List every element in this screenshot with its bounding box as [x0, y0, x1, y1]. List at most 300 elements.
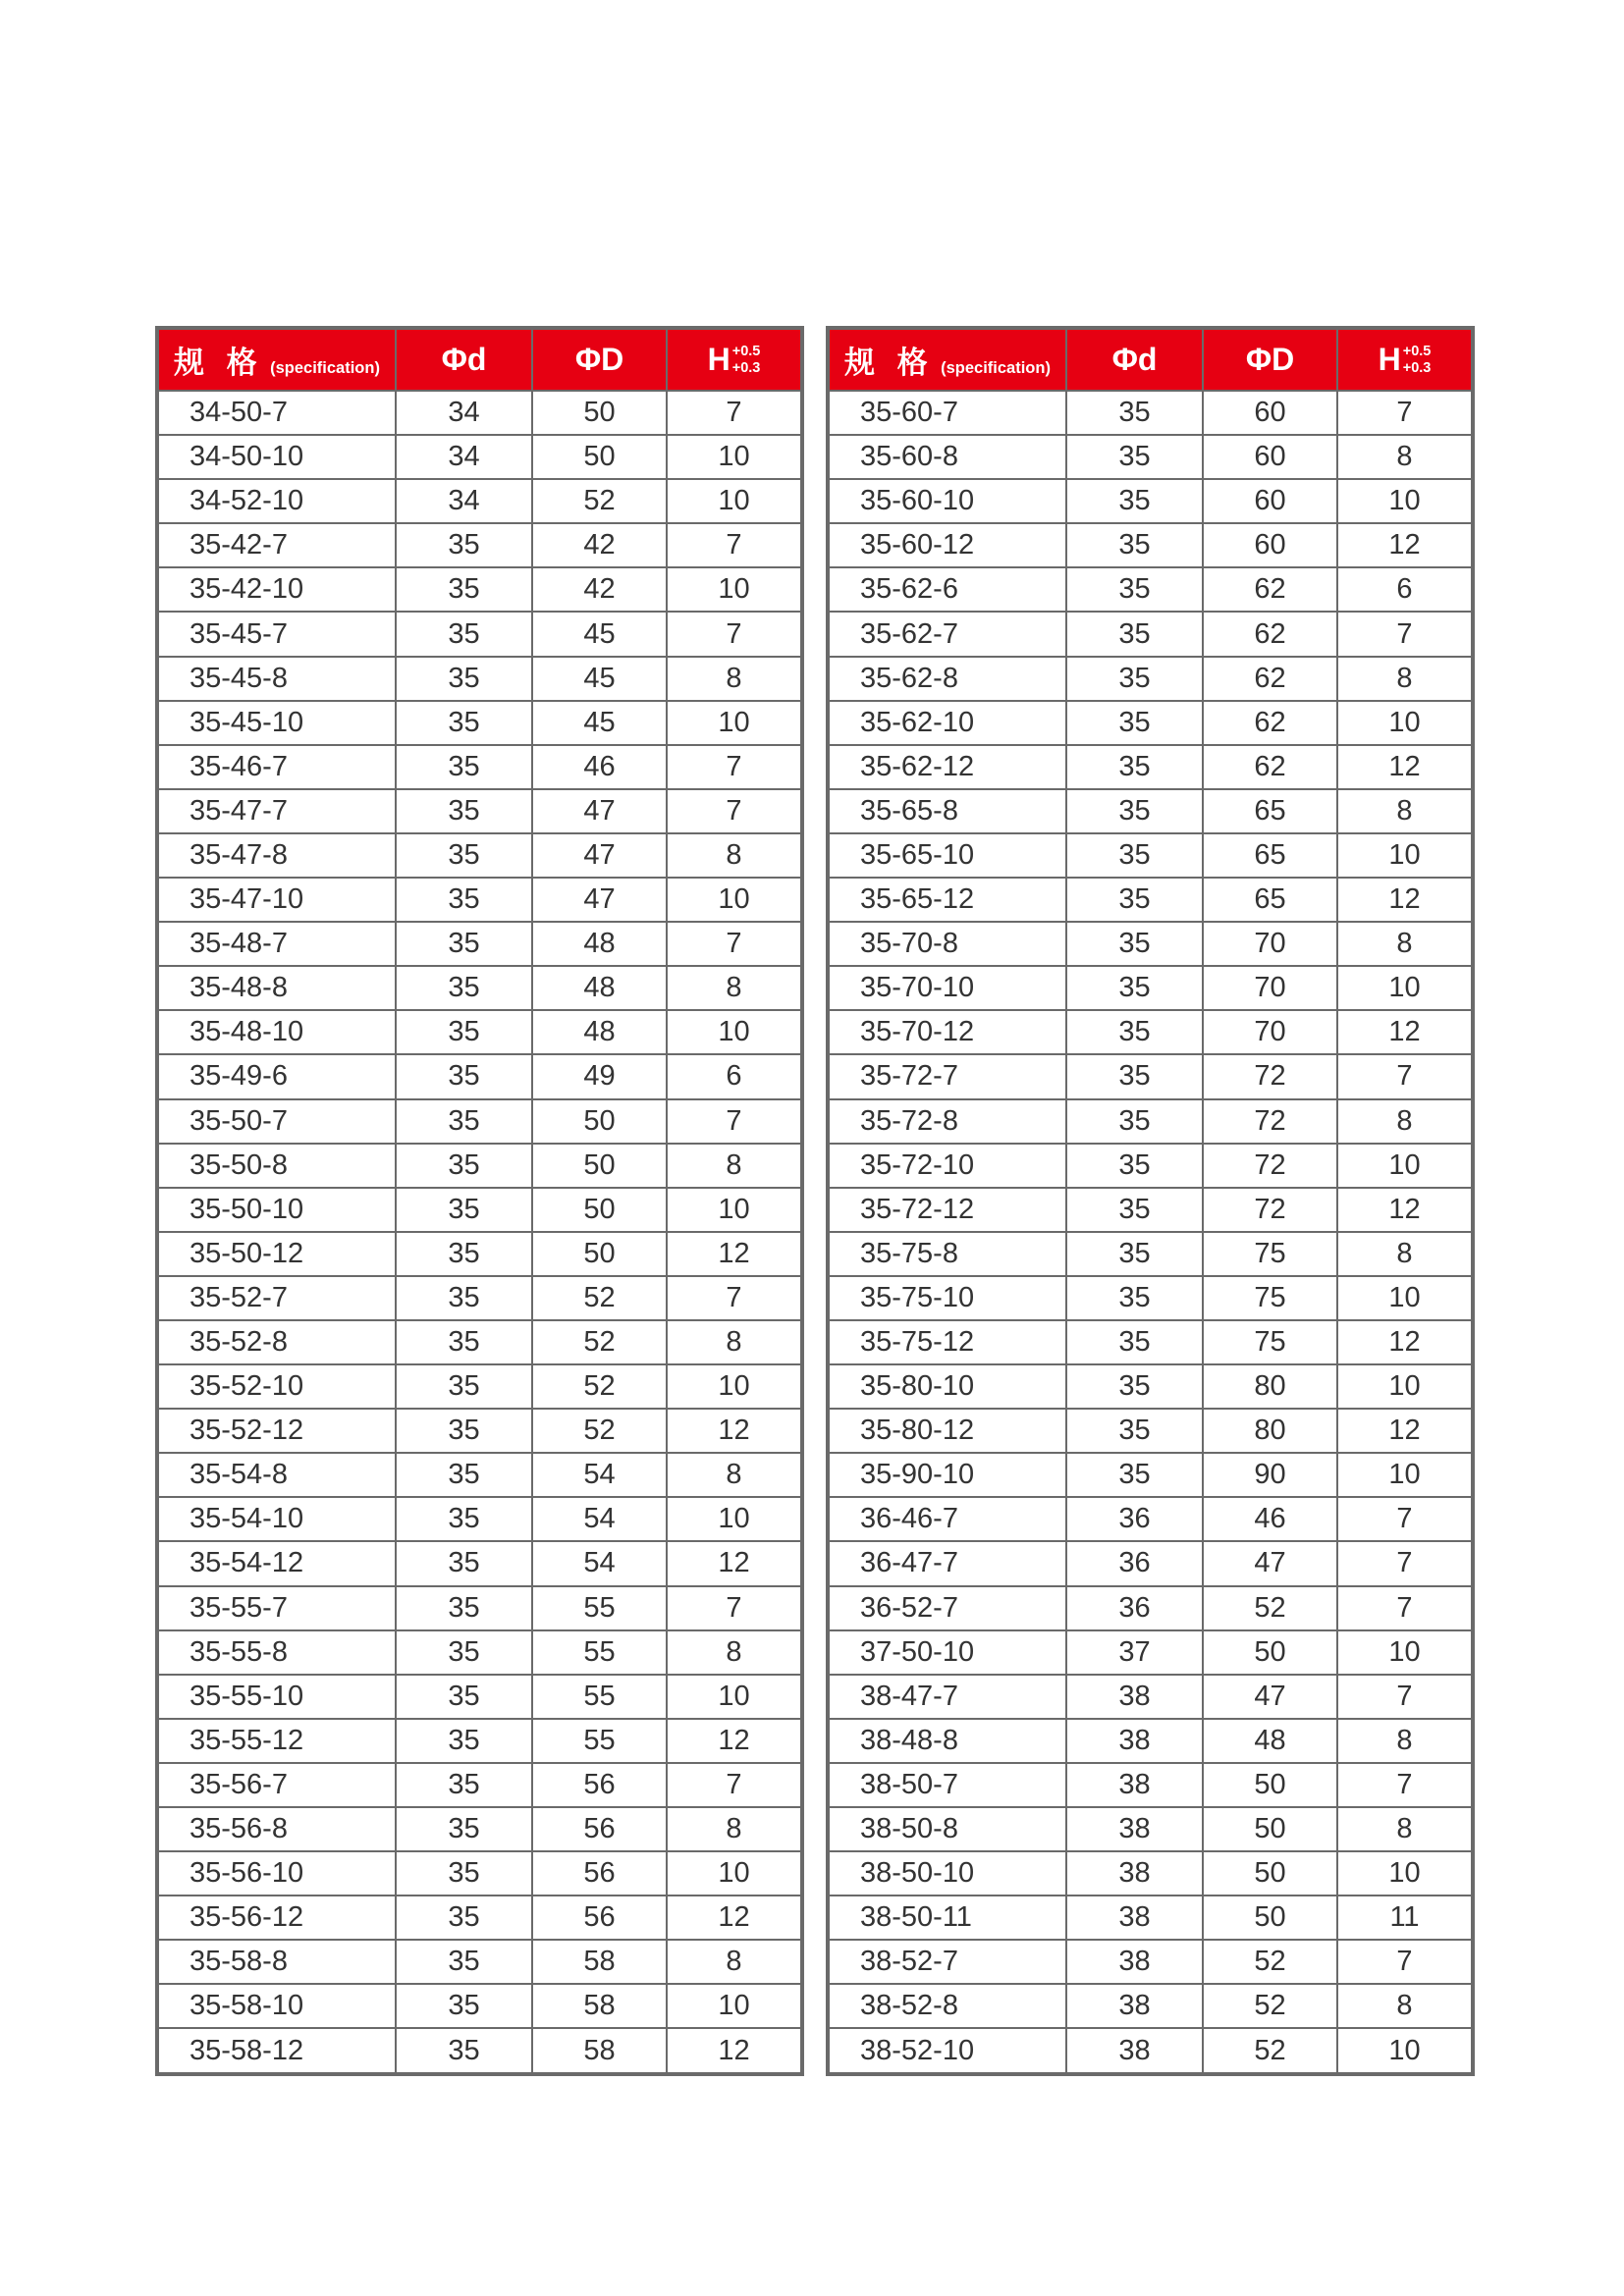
value-cell: 50: [532, 1144, 667, 1188]
value-cell: 10: [667, 1010, 802, 1054]
value-cell: 62: [1203, 701, 1337, 745]
value-cell: 12: [667, 1896, 802, 1940]
value-cell: 46: [1203, 1497, 1337, 1541]
value-cell: 10: [1337, 1851, 1473, 1896]
value-cell: 10: [667, 1984, 802, 2028]
value-cell: 10: [1337, 1144, 1473, 1188]
value-cell: 70: [1203, 966, 1337, 1010]
table-row: [157, 435, 802, 479]
value-cell: 7: [667, 612, 802, 656]
spec-cell: 35-50-7: [157, 1099, 396, 1144]
table-row: [828, 1453, 1473, 1497]
value-cell: 35: [396, 1896, 532, 1940]
spec-cell: 35-62-8: [828, 657, 1066, 701]
spec-cell: 38-48-8: [828, 1719, 1066, 1763]
table-row: [157, 1453, 802, 1497]
spec-cell: 35-50-8: [157, 1144, 396, 1188]
spec-cell: 35-90-10: [828, 1453, 1066, 1497]
value-cell: 35: [396, 2028, 532, 2073]
table-header: [157, 328, 802, 391]
table-row: [828, 1364, 1473, 1409]
table-row: [828, 789, 1473, 833]
table-row: [157, 1099, 802, 1144]
value-cell: 54: [532, 1453, 667, 1497]
value-cell: 35: [1066, 1320, 1203, 1364]
value-cell: 35: [1066, 1364, 1203, 1409]
table-row: [828, 1896, 1473, 1940]
h-tolerance-label: H +0.5 +0.3: [707, 342, 761, 377]
spec-cell: 35-75-8: [828, 1232, 1066, 1276]
spec-cell: 37-50-10: [828, 1630, 1066, 1675]
value-cell: 35: [396, 1940, 532, 1984]
value-cell: 52: [532, 479, 667, 523]
value-cell: 8: [1337, 657, 1473, 701]
value-cell: 35: [396, 789, 532, 833]
spec-cell: 35-50-10: [157, 1188, 396, 1232]
table-row: [157, 1409, 802, 1453]
value-cell: 38: [1066, 1719, 1203, 1763]
spec-cell: 35-55-7: [157, 1586, 396, 1630]
spec-cell: 38-50-11: [828, 1896, 1066, 1940]
spec-cell: 35-62-6: [828, 567, 1066, 612]
value-cell: 10: [1337, 701, 1473, 745]
value-cell: 10: [667, 1851, 802, 1896]
table-row: [828, 1010, 1473, 1054]
value-cell: 35: [1066, 922, 1203, 966]
table-row: [157, 1320, 802, 1364]
value-cell: 46: [532, 745, 667, 789]
spec-cell: 35-62-12: [828, 745, 1066, 789]
value-cell: 7: [1337, 1586, 1473, 1630]
value-cell: 38: [1066, 2028, 1203, 2073]
spec-cell: 34-52-10: [157, 479, 396, 523]
value-cell: 47: [532, 833, 667, 878]
value-cell: 7: [667, 1276, 802, 1320]
value-cell: 56: [532, 1896, 667, 1940]
value-cell: 45: [532, 701, 667, 745]
value-cell: 8: [667, 1144, 802, 1188]
table-row: [828, 1497, 1473, 1541]
table-row: [157, 922, 802, 966]
value-cell: 48: [532, 1010, 667, 1054]
column-header-phi-d: Φd: [1066, 328, 1203, 391]
spec-cell: 35-75-12: [828, 1320, 1066, 1364]
value-cell: 34: [396, 479, 532, 523]
value-cell: 36: [1066, 1586, 1203, 1630]
h-tolerance-values: +0.5 +0.3: [1402, 343, 1432, 376]
spec-cn-label: 规 格: [844, 346, 935, 380]
value-cell: 35: [396, 1453, 532, 1497]
value-cell: 52: [532, 1364, 667, 1409]
value-cell: 10: [667, 479, 802, 523]
table-row: [828, 567, 1473, 612]
table-row: [157, 479, 802, 523]
value-cell: 7: [1337, 612, 1473, 656]
spec-cell: 38-50-7: [828, 1763, 1066, 1807]
spec-cell: 34-50-10: [157, 435, 396, 479]
table-row: [828, 1232, 1473, 1276]
value-cell: 35: [1066, 1276, 1203, 1320]
value-cell: 7: [667, 1099, 802, 1144]
value-cell: 35: [396, 878, 532, 922]
value-cell: 35: [1066, 1188, 1203, 1232]
value-cell: 38: [1066, 1763, 1203, 1807]
value-cell: 8: [1337, 1719, 1473, 1763]
value-cell: 54: [532, 1541, 667, 1585]
value-cell: 47: [1203, 1541, 1337, 1585]
value-cell: 7: [1337, 1763, 1473, 1807]
value-cell: 10: [1337, 1364, 1473, 1409]
value-cell: 8: [667, 833, 802, 878]
spec-cell: 35-55-8: [157, 1630, 396, 1675]
table-row: [157, 567, 802, 612]
value-cell: 52: [1203, 1586, 1337, 1630]
value-cell: 10: [667, 701, 802, 745]
spec-cell: 35-60-7: [828, 391, 1066, 435]
value-cell: 35: [396, 612, 532, 656]
spec-cell: 38-52-10: [828, 2028, 1066, 2073]
value-cell: 56: [532, 1851, 667, 1896]
value-cell: 12: [667, 1232, 802, 1276]
value-cell: 35: [1066, 745, 1203, 789]
table-row: [157, 966, 802, 1010]
value-cell: 7: [667, 745, 802, 789]
spec-cell: 38-47-7: [828, 1675, 1066, 1719]
table-row: [157, 1276, 802, 1320]
value-cell: 52: [532, 1276, 667, 1320]
table-row: [828, 612, 1473, 656]
value-cell: 35: [1066, 567, 1203, 612]
spec-cell: 35-48-7: [157, 922, 396, 966]
spec-cell: 38-50-10: [828, 1851, 1066, 1896]
value-cell: 35: [1066, 966, 1203, 1010]
table-row: [157, 1851, 802, 1896]
spec-cell: 38-52-8: [828, 1984, 1066, 2028]
value-cell: 52: [532, 1409, 667, 1453]
value-cell: 8: [1337, 1099, 1473, 1144]
spec-cell: 35-58-10: [157, 1984, 396, 2028]
spec-cell: 35-60-8: [828, 435, 1066, 479]
value-cell: 12: [1337, 1188, 1473, 1232]
value-cell: 50: [1203, 1896, 1337, 1940]
value-cell: 38: [1066, 1851, 1203, 1896]
table-row: [157, 1586, 802, 1630]
value-cell: 70: [1203, 1010, 1337, 1054]
value-cell: 7: [1337, 1054, 1473, 1098]
value-cell: 35: [396, 1675, 532, 1719]
spec-cell: 35-60-10: [828, 479, 1066, 523]
value-cell: 12: [1337, 523, 1473, 567]
table-row: [157, 612, 802, 656]
table-row: [157, 1675, 802, 1719]
value-cell: 35: [396, 833, 532, 878]
value-cell: 55: [532, 1719, 667, 1763]
value-cell: 35: [1066, 1010, 1203, 1054]
table-row: [828, 479, 1473, 523]
value-cell: 38: [1066, 1896, 1203, 1940]
spec-cell: 38-50-8: [828, 1807, 1066, 1851]
table-row: [157, 657, 802, 701]
value-cell: 60: [1203, 479, 1337, 523]
spec-cell: 36-52-7: [828, 1586, 1066, 1630]
value-cell: 12: [667, 1409, 802, 1453]
value-cell: 35: [396, 966, 532, 1010]
value-cell: 7: [667, 1763, 802, 1807]
value-cell: 50: [532, 435, 667, 479]
spec-cell: 35-72-12: [828, 1188, 1066, 1232]
value-cell: 35: [396, 1807, 532, 1851]
table-row: [157, 833, 802, 878]
value-cell: 35: [396, 1099, 532, 1144]
table-row: [828, 1144, 1473, 1188]
value-cell: 35: [396, 1054, 532, 1098]
value-cell: 52: [1203, 1940, 1337, 1984]
spec-cell: 35-45-10: [157, 701, 396, 745]
spec-cell: 35-65-8: [828, 789, 1066, 833]
table-row: [157, 1188, 802, 1232]
value-cell: 35: [1066, 1232, 1203, 1276]
value-cell: 8: [1337, 922, 1473, 966]
spec-cell: 35-55-12: [157, 1719, 396, 1763]
value-cell: 35: [1066, 789, 1203, 833]
value-cell: 35: [396, 745, 532, 789]
value-cell: 50: [1203, 1630, 1337, 1675]
value-cell: 45: [532, 657, 667, 701]
value-cell: 8: [667, 966, 802, 1010]
value-cell: 35: [396, 1630, 532, 1675]
value-cell: 12: [1337, 1320, 1473, 1364]
value-cell: 10: [1337, 1453, 1473, 1497]
table-row: [828, 1054, 1473, 1098]
value-cell: 35: [396, 701, 532, 745]
table-row: [828, 1807, 1473, 1851]
value-cell: 48: [532, 966, 667, 1010]
spec-cell: 35-42-10: [157, 567, 396, 612]
value-cell: 50: [1203, 1763, 1337, 1807]
table-row: [157, 1984, 802, 2028]
spec-cell: 35-62-10: [828, 701, 1066, 745]
table-row: [828, 1719, 1473, 1763]
table-row: [157, 523, 802, 567]
value-cell: 37: [1066, 1630, 1203, 1675]
value-cell: 54: [532, 1497, 667, 1541]
spec-cell: 35-54-8: [157, 1453, 396, 1497]
value-cell: 47: [532, 789, 667, 833]
value-cell: 34: [396, 435, 532, 479]
value-cell: 60: [1203, 523, 1337, 567]
table-row: [157, 1054, 802, 1098]
spec-cell: 35-72-8: [828, 1099, 1066, 1144]
spec-cell: 35-56-8: [157, 1807, 396, 1851]
value-cell: 10: [1337, 1630, 1473, 1675]
spec-cell: 36-47-7: [828, 1541, 1066, 1585]
value-cell: 42: [532, 523, 667, 567]
spec-cell: 35-70-12: [828, 1010, 1066, 1054]
value-cell: 35: [396, 657, 532, 701]
value-cell: 7: [667, 523, 802, 567]
value-cell: 35: [396, 1232, 532, 1276]
value-cell: 55: [532, 1675, 667, 1719]
value-cell: 90: [1203, 1453, 1337, 1497]
value-cell: 35: [1066, 479, 1203, 523]
value-cell: 38: [1066, 1675, 1203, 1719]
value-cell: 35: [396, 567, 532, 612]
spec-cell: 35-65-10: [828, 833, 1066, 878]
value-cell: 36: [1066, 1497, 1203, 1541]
h-tolerance-label: H +0.5 +0.3: [1378, 342, 1432, 377]
value-cell: 47: [1203, 1675, 1337, 1719]
table-row: [828, 391, 1473, 435]
value-cell: 52: [1203, 1984, 1337, 2028]
table-row: [828, 745, 1473, 789]
value-cell: 35: [1066, 523, 1203, 567]
value-cell: 12: [667, 1541, 802, 1585]
table-row: [828, 1586, 1473, 1630]
value-cell: 12: [667, 1719, 802, 1763]
value-cell: 55: [532, 1630, 667, 1675]
spec-cell: 35-60-12: [828, 523, 1066, 567]
value-cell: 52: [532, 1320, 667, 1364]
value-cell: 35: [396, 1541, 532, 1585]
value-cell: 35: [396, 1763, 532, 1807]
spec-cell: 35-52-7: [157, 1276, 396, 1320]
column-header-phi-d: Φd: [396, 328, 532, 391]
value-cell: 10: [667, 1364, 802, 1409]
value-cell: 35: [1066, 701, 1203, 745]
table-row: [828, 1940, 1473, 1984]
spec-table-right: [826, 326, 1475, 2076]
value-cell: 12: [1337, 878, 1473, 922]
value-cell: 35: [396, 1497, 532, 1541]
value-cell: 35: [1066, 657, 1203, 701]
table-body: [157, 391, 802, 2074]
table-row: [828, 523, 1473, 567]
value-cell: 70: [1203, 922, 1337, 966]
spec-cell: 35-65-12: [828, 878, 1066, 922]
spec-cell: 35-42-7: [157, 523, 396, 567]
value-cell: 8: [667, 657, 802, 701]
value-cell: 8: [1337, 1984, 1473, 2028]
value-cell: 35: [396, 1320, 532, 1364]
value-cell: 35: [1066, 1144, 1203, 1188]
spec-cell: 35-80-12: [828, 1409, 1066, 1453]
table-row: [157, 1763, 802, 1807]
spec-cell: 35-75-10: [828, 1276, 1066, 1320]
spec-cell: 35-47-7: [157, 789, 396, 833]
table-row: [828, 1276, 1473, 1320]
value-cell: 35: [396, 1364, 532, 1409]
spec-cell: 35-49-6: [157, 1054, 396, 1098]
spec-cell: 35-54-12: [157, 1541, 396, 1585]
value-cell: 35: [1066, 833, 1203, 878]
value-cell: 8: [1337, 1232, 1473, 1276]
value-cell: 62: [1203, 612, 1337, 656]
value-cell: 10: [667, 1675, 802, 1719]
value-cell: 35: [1066, 1453, 1203, 1497]
table-row: [828, 1409, 1473, 1453]
value-cell: 10: [667, 567, 802, 612]
value-cell: 34: [396, 391, 532, 435]
value-cell: 48: [1203, 1719, 1337, 1763]
spec-cell: 35-45-8: [157, 657, 396, 701]
value-cell: 49: [532, 1054, 667, 1098]
value-cell: 35: [396, 1188, 532, 1232]
table-row: [157, 1232, 802, 1276]
table-row: [828, 1541, 1473, 1585]
value-cell: 75: [1203, 1232, 1337, 1276]
table-row: [157, 1364, 802, 1409]
value-cell: 75: [1203, 1320, 1337, 1364]
value-cell: 75: [1203, 1276, 1337, 1320]
value-cell: 8: [667, 1630, 802, 1675]
value-cell: 35: [1066, 435, 1203, 479]
value-cell: 80: [1203, 1364, 1337, 1409]
value-cell: 10: [1337, 1276, 1473, 1320]
table-row: [828, 1851, 1473, 1896]
spec-cell: 34-50-7: [157, 391, 396, 435]
value-cell: 62: [1203, 567, 1337, 612]
value-cell: 56: [532, 1807, 667, 1851]
table-row: [828, 878, 1473, 922]
value-cell: 35: [1066, 391, 1203, 435]
header-row: [828, 328, 1473, 391]
table-row: [157, 2028, 802, 2073]
value-cell: 48: [532, 922, 667, 966]
value-cell: 72: [1203, 1188, 1337, 1232]
value-cell: 52: [1203, 2028, 1337, 2073]
spec-cell: 35-55-10: [157, 1675, 396, 1719]
value-cell: 72: [1203, 1144, 1337, 1188]
table-row: [157, 1630, 802, 1675]
spec-cell: 35-54-10: [157, 1497, 396, 1541]
table-row: [157, 1497, 802, 1541]
table-row: [828, 833, 1473, 878]
value-cell: 8: [667, 1940, 802, 1984]
value-cell: 12: [1337, 1409, 1473, 1453]
table-row: [157, 391, 802, 435]
table-row: [828, 1099, 1473, 1144]
spec-en-label: (specification): [941, 359, 1051, 377]
table-row: [828, 1675, 1473, 1719]
table-row: [828, 1763, 1473, 1807]
spec-cell: 35-45-7: [157, 612, 396, 656]
spec-cell: 35-47-8: [157, 833, 396, 878]
value-cell: 50: [1203, 1807, 1337, 1851]
value-cell: 7: [1337, 1541, 1473, 1585]
table-row: [157, 701, 802, 745]
spec-cell: 35-58-8: [157, 1940, 396, 1984]
value-cell: 62: [1203, 745, 1337, 789]
spec-cell: 35-50-12: [157, 1232, 396, 1276]
value-cell: 35: [1066, 1409, 1203, 1453]
value-cell: 11: [1337, 1896, 1473, 1940]
value-cell: 35: [396, 922, 532, 966]
spec-cell: 35-56-7: [157, 1763, 396, 1807]
spec-cell: 35-72-7: [828, 1054, 1066, 1098]
value-cell: 50: [532, 1099, 667, 1144]
value-cell: 58: [532, 2028, 667, 2073]
table-row: [828, 2028, 1473, 2073]
value-cell: 65: [1203, 833, 1337, 878]
value-cell: 45: [532, 612, 667, 656]
column-header-spec: [828, 328, 1066, 391]
spec-cell: 35-56-12: [157, 1896, 396, 1940]
table-header: [828, 328, 1473, 391]
column-header-spec: [157, 328, 396, 391]
table-row: [157, 1010, 802, 1054]
value-cell: 35: [396, 1010, 532, 1054]
value-cell: 50: [532, 391, 667, 435]
